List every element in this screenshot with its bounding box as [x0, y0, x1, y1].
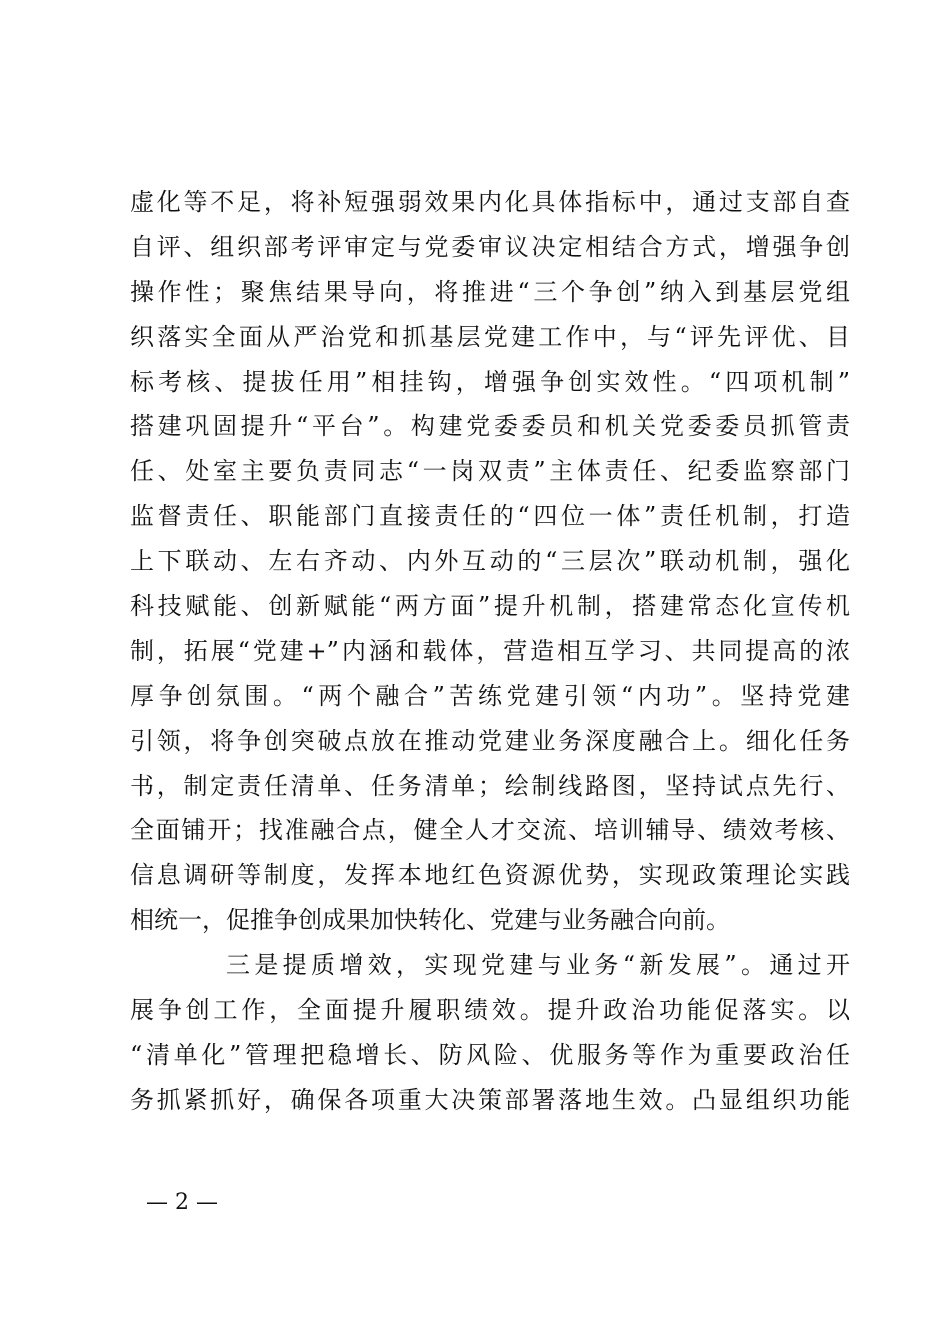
- text-line: “清单化”管理把稳增长、防风险、优服务等作为重要政治任: [130, 1040, 850, 1069]
- text-line: 科技赋能、创新赋能“两方面”提升机制，搭建常态化宣传机: [130, 592, 850, 621]
- text-line: 上下联动、左右齐动、内外互动的“三层次”联动机制，强化: [130, 547, 850, 576]
- text-line: 制，拓展“党建+”内涵和载体，营造相互学习、共同提高的浓: [130, 636, 850, 665]
- text-line: 厚争创氛围。“两个融合”苦练党建引领“内功”。坚持党建: [130, 681, 850, 710]
- text-line: 监督责任、职能部门直接责任的“四位一体”责任机制，打造: [130, 502, 850, 531]
- text-line: 展争创工作，全面提升履职绩效。提升政治功能促落实。以: [130, 996, 850, 1025]
- text-line: 全面铺开；找准融合点，健全人才交流、培训辅导、绩效考核、: [130, 816, 850, 845]
- text-line: 书，制定责任清单、任务清单；绘制线路图，坚持试点先行、: [130, 771, 850, 800]
- body-text: [130, 180, 850, 1123]
- paragraph-start-line: 三是提质增效，实现党建与业务“新发展”。通过开: [226, 951, 850, 980]
- page-number: — 2 —: [146, 1190, 218, 1215]
- text-line: 引领，将争创突破点放在推动党建业务深度融合上。细化任务: [130, 726, 850, 755]
- text-line: 自评、组织部考评审定与党委审议决定相结合方式，增强争创: [130, 232, 850, 261]
- text-line: 务抓紧抓好，确保各项重大决策部署落地生效。凸显组织功能: [130, 1085, 850, 1114]
- text-line: 搭建巩固提升“平台”。构建党委委员和机关党委委员抓管责: [130, 412, 850, 441]
- text-line: 信息调研等制度，发挥本地红色资源优势，实现政策理论实践: [130, 861, 850, 890]
- text-line: 织落实全面从严治党和抓基层党建工作中，与“评先评优、目: [130, 322, 850, 351]
- text-line: 任、处室主要负责同志“一岗双责”主体责任、纪委监察部门: [130, 457, 850, 486]
- text-line: 标考核、提拔任用”相挂钩，增强争创实效性。“四项机制”: [130, 367, 850, 396]
- text-line: 操作性；聚焦结果导向，将推进“三个争创”纳入到基层党组: [130, 277, 850, 306]
- text-line: 虚化等不足，将补短强弱效果内化具体指标中，通过支部自查: [130, 188, 850, 216]
- text-line: 相统一，促推争创成果加快转化、党建与业务融合向前。: [130, 906, 730, 935]
